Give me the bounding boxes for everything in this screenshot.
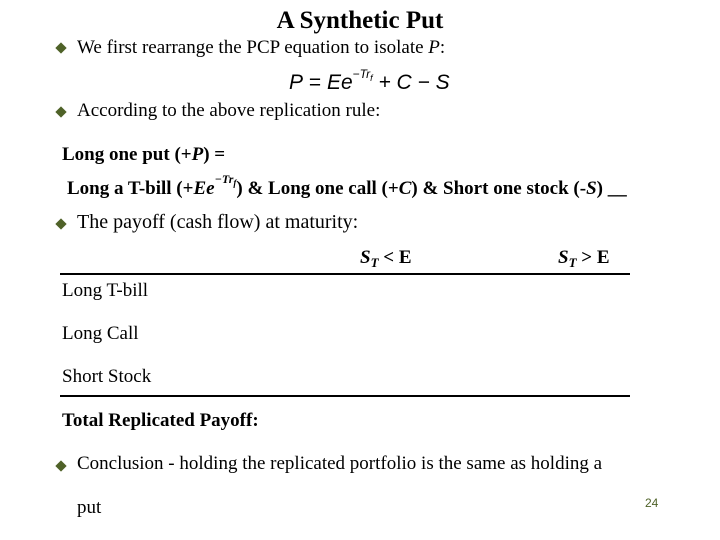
equation-equals: = [303, 71, 327, 94]
table-top-rule [60, 273, 630, 275]
replication-part3: ) & Short one stock (- [411, 178, 587, 199]
replication-part1: Long a T-bill (+ [67, 178, 194, 199]
replication-exponent-sub: f [233, 178, 237, 188]
equation-lhs: P [289, 71, 304, 94]
payoff-col-above-strike [558, 247, 610, 269]
slide-title: A Synthetic Put [276, 7, 444, 34]
long-put-pre: Long one put (+ [62, 144, 192, 165]
row-short-stock: Short Stock [62, 366, 152, 387]
col2-sub: T [568, 255, 577, 270]
replication-c: C [398, 178, 412, 199]
bullet-rearrange-label: We first rearrange the PCP equation to isolate [77, 37, 429, 58]
replication-s: S [586, 178, 597, 199]
replication-exponent-base: −Tr [214, 172, 234, 186]
payoff-col-below-strike [360, 247, 412, 269]
replication-ee: Ee [193, 178, 215, 199]
bullet-conclusion-line1: Conclusion - holding the replicated portfolio is the same as holding a [77, 453, 603, 474]
page-number: 24 [645, 496, 659, 510]
replication-part2: ) & Long one call (+ [236, 178, 399, 199]
col1-s: S [360, 247, 371, 268]
long-put-var: P [191, 144, 204, 165]
equation-exponent-sub: f [370, 73, 373, 83]
bullet-diamond-icon [55, 106, 66, 117]
pcp-equation [289, 67, 450, 95]
long-put-line [62, 144, 225, 166]
row-long-call: Long Call [62, 323, 139, 344]
col2-rel: > E [576, 247, 610, 268]
col1-rel: < E [378, 247, 412, 268]
bullet-conclusion-line2: put [77, 497, 102, 518]
replication-part4: ) __ [596, 178, 627, 199]
long-put-post: ) = [203, 144, 226, 165]
row-long-tbill: Long T-bill [62, 280, 149, 301]
bullet-rearrange-var: P [428, 37, 440, 58]
bullet-replication-rule: According to the above replication rule: [77, 100, 381, 121]
bullet-diamond-icon [55, 460, 66, 471]
col2-s: S [558, 247, 569, 268]
col1-sub: T [370, 255, 379, 270]
bullet-payoff-maturity: The payoff (cash flow) at maturity: [77, 211, 359, 233]
table-bottom-rule [60, 395, 630, 397]
replication-line [67, 172, 627, 200]
bullet-rearrange-text [77, 37, 445, 59]
equation-plus-c: + C [372, 71, 412, 94]
bullet-diamond-icon [55, 218, 66, 229]
bullet-diamond-icon [55, 42, 66, 53]
equation-ee: Ee [326, 71, 353, 94]
bullet-rearrange-end: : [439, 37, 446, 58]
row-total-replicated-payoff: Total Replicated Payoff: [62, 410, 259, 431]
equation-exponent-base: −Tr [352, 67, 371, 81]
equation-exponent [353, 67, 373, 81]
replication-exponent [215, 172, 237, 186]
equation-minus-s: − S [411, 71, 450, 94]
